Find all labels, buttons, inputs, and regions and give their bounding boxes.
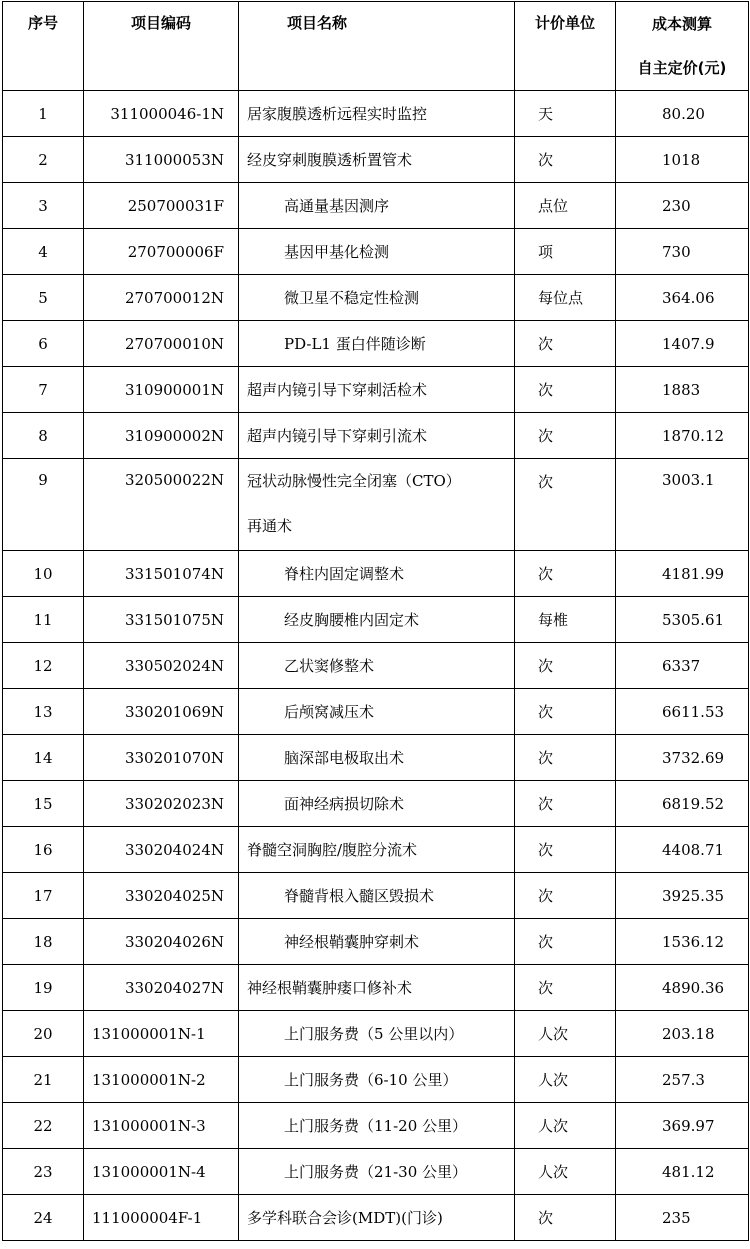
row-unit: 次 [515, 459, 616, 551]
table-row [3, 781, 749, 827]
row-code: 131000001N-4 [84, 1149, 239, 1195]
row-price: 4890.36 [616, 965, 749, 1011]
row-no: 16 [3, 827, 84, 873]
row-name: 超声内镜引导下穿刺引流术 [239, 413, 515, 459]
row-no: 9 [3, 459, 84, 551]
row-unit: 人次 [515, 1057, 616, 1103]
row-code: 330204026N [84, 919, 239, 965]
row-no: 24 [3, 1195, 84, 1241]
header-row [3, 2, 749, 91]
row-name: 多学科联合会诊(MDT)(门诊) [239, 1195, 515, 1241]
row-no: 11 [3, 597, 84, 643]
table-row [3, 965, 749, 1011]
row-code: 331501074N [84, 551, 239, 597]
row-name: 后颅窝减压术 [239, 689, 515, 735]
row-price: 1407.9 [616, 321, 749, 367]
table-row [3, 1057, 749, 1103]
row-no: 7 [3, 367, 84, 413]
row-name: 脊髓空洞胸腔/腹腔分流术 [239, 827, 515, 873]
header-unit: 计价单位 [515, 2, 616, 91]
row-name: 超声内镜引导下穿刺活检术 [239, 367, 515, 413]
row-no: 23 [3, 1149, 84, 1195]
row-price: 3003.1 [616, 459, 749, 551]
table-row [3, 1149, 749, 1195]
row-no: 3 [3, 183, 84, 229]
row-unit: 每椎 [515, 597, 616, 643]
row-name: 脊髓背根入髓区毁损术 [239, 873, 515, 919]
table-row [3, 459, 749, 551]
row-code: 331501075N [84, 597, 239, 643]
row-unit: 每位点 [515, 275, 616, 321]
row-no: 21 [3, 1057, 84, 1103]
header-price [616, 2, 749, 91]
row-unit: 次 [515, 827, 616, 873]
row-unit: 次 [515, 551, 616, 597]
row-code: 250700031F [84, 183, 239, 229]
table-row [3, 367, 749, 413]
row-unit: 人次 [515, 1103, 616, 1149]
row-code: 330201069N [84, 689, 239, 735]
row-no: 15 [3, 781, 84, 827]
table-row [3, 1103, 749, 1149]
row-name: 微卫星不稳定性检测 [239, 275, 515, 321]
row-no: 1 [3, 91, 84, 137]
row-no: 13 [3, 689, 84, 735]
row-unit: 次 [515, 873, 616, 919]
row-price: 730 [616, 229, 749, 275]
row-code: 311000046-1N [84, 91, 239, 137]
row-code: 330502024N [84, 643, 239, 689]
table-row [3, 827, 749, 873]
row-code: 131000001N-3 [84, 1103, 239, 1149]
row-no: 2 [3, 137, 84, 183]
row-name: PD-L1 蛋白伴随诊断 [239, 321, 515, 367]
row-code: 270700012N [84, 275, 239, 321]
row-unit: 次 [515, 965, 616, 1011]
table-row [3, 275, 749, 321]
row-no: 20 [3, 1011, 84, 1057]
row-name-line2: 再通术 [247, 517, 293, 535]
row-unit: 次 [515, 1195, 616, 1241]
row-name: 脊柱内固定调整术 [239, 551, 515, 597]
row-code: 330201070N [84, 735, 239, 781]
row-unit: 次 [515, 643, 616, 689]
table-row [3, 735, 749, 781]
row-unit: 次 [515, 367, 616, 413]
row-price: 80.20 [616, 91, 749, 137]
row-price: 1018 [616, 137, 749, 183]
row-price: 203.18 [616, 1011, 749, 1057]
row-name: 脑深部电极取出术 [239, 735, 515, 781]
row-price: 235 [616, 1195, 749, 1241]
table-row [3, 229, 749, 275]
row-price: 5305.61 [616, 597, 749, 643]
row-code: 111000004F-1 [84, 1195, 239, 1241]
table-row [3, 183, 749, 229]
row-code: 330204025N [84, 873, 239, 919]
row-code: 311000053N [84, 137, 239, 183]
row-unit: 次 [515, 413, 616, 459]
row-name: 乙状窦修整术 [239, 643, 515, 689]
table-row [3, 597, 749, 643]
row-code: 330204024N [84, 827, 239, 873]
row-no: 5 [3, 275, 84, 321]
row-name-line1: 冠状动脉慢性完全闭塞（CTO） [247, 472, 461, 490]
row-unit: 次 [515, 689, 616, 735]
row-price: 3925.35 [616, 873, 749, 919]
row-unit: 项 [515, 229, 616, 275]
row-name: 基因甲基化检测 [239, 229, 515, 275]
row-unit: 天 [515, 91, 616, 137]
row-name: 上门服务费（21-30 公里） [239, 1149, 515, 1195]
row-price: 6611.53 [616, 689, 749, 735]
row-name: 上门服务费（11-20 公里） [239, 1103, 515, 1149]
row-price: 230 [616, 183, 749, 229]
header-name: 项目名称 [239, 2, 515, 91]
row-unit: 次 [515, 919, 616, 965]
table-row [3, 689, 749, 735]
header-price-line2: 自主定价(元) [637, 59, 727, 77]
row-unit: 次 [515, 321, 616, 367]
row-price: 6337 [616, 643, 749, 689]
row-no: 18 [3, 919, 84, 965]
row-name: 经皮穿刺腹膜透析置管术 [239, 137, 515, 183]
row-price: 4181.99 [616, 551, 749, 597]
table-row [3, 1195, 749, 1241]
row-no: 8 [3, 413, 84, 459]
row-no: 12 [3, 643, 84, 689]
row-code: 131000001N-2 [84, 1057, 239, 1103]
row-price: 1883 [616, 367, 749, 413]
row-code: 270700010N [84, 321, 239, 367]
table-row [3, 919, 749, 965]
table-row [3, 551, 749, 597]
table-row [3, 137, 749, 183]
row-code: 131000001N-1 [84, 1011, 239, 1057]
row-price: 481.12 [616, 1149, 749, 1195]
row-name: 神经根鞘囊肿瘘口修补术 [239, 965, 515, 1011]
row-no: 22 [3, 1103, 84, 1149]
row-code: 270700006F [84, 229, 239, 275]
pricing-table [2, 1, 749, 1241]
row-no: 17 [3, 873, 84, 919]
row-no: 19 [3, 965, 84, 1011]
header-price-line1: 成本测算 [651, 15, 712, 33]
row-unit: 次 [515, 781, 616, 827]
row-code: 330202023N [84, 781, 239, 827]
row-name: 上门服务费（6-10 公里） [239, 1057, 515, 1103]
table-row [3, 321, 749, 367]
row-no: 6 [3, 321, 84, 367]
row-unit: 点位 [515, 183, 616, 229]
row-price: 1536.12 [616, 919, 749, 965]
row-name: 居家腹膜透析远程实时监控 [239, 91, 515, 137]
row-price: 369.97 [616, 1103, 749, 1149]
header-no: 序号 [3, 2, 84, 91]
row-price: 6819.52 [616, 781, 749, 827]
row-no: 10 [3, 551, 84, 597]
row-code: 330204027N [84, 965, 239, 1011]
row-price: 1870.12 [616, 413, 749, 459]
row-name: 经皮胸腰椎内固定术 [239, 597, 515, 643]
row-price: 364.06 [616, 275, 749, 321]
table-row [3, 91, 749, 137]
row-no: 4 [3, 229, 84, 275]
row-price: 257.3 [616, 1057, 749, 1103]
row-unit: 人次 [515, 1149, 616, 1195]
row-price: 4408.71 [616, 827, 749, 873]
row-name: 面神经病损切除术 [239, 781, 515, 827]
row-name [239, 459, 515, 551]
row-code: 310900001N [84, 367, 239, 413]
header-code: 项目编码 [84, 2, 239, 91]
row-price: 3732.69 [616, 735, 749, 781]
row-unit: 人次 [515, 1011, 616, 1057]
row-name: 上门服务费（5 公里以内） [239, 1011, 515, 1057]
row-name: 高通量基因测序 [239, 183, 515, 229]
table-row [3, 413, 749, 459]
row-name: 神经根鞘囊肿穿刺术 [239, 919, 515, 965]
table-row [3, 1011, 749, 1057]
row-code: 320500022N [84, 459, 239, 551]
row-code: 310900002N [84, 413, 239, 459]
table-row [3, 643, 749, 689]
row-no: 14 [3, 735, 84, 781]
row-unit: 次 [515, 735, 616, 781]
row-unit: 次 [515, 137, 616, 183]
table-row [3, 873, 749, 919]
